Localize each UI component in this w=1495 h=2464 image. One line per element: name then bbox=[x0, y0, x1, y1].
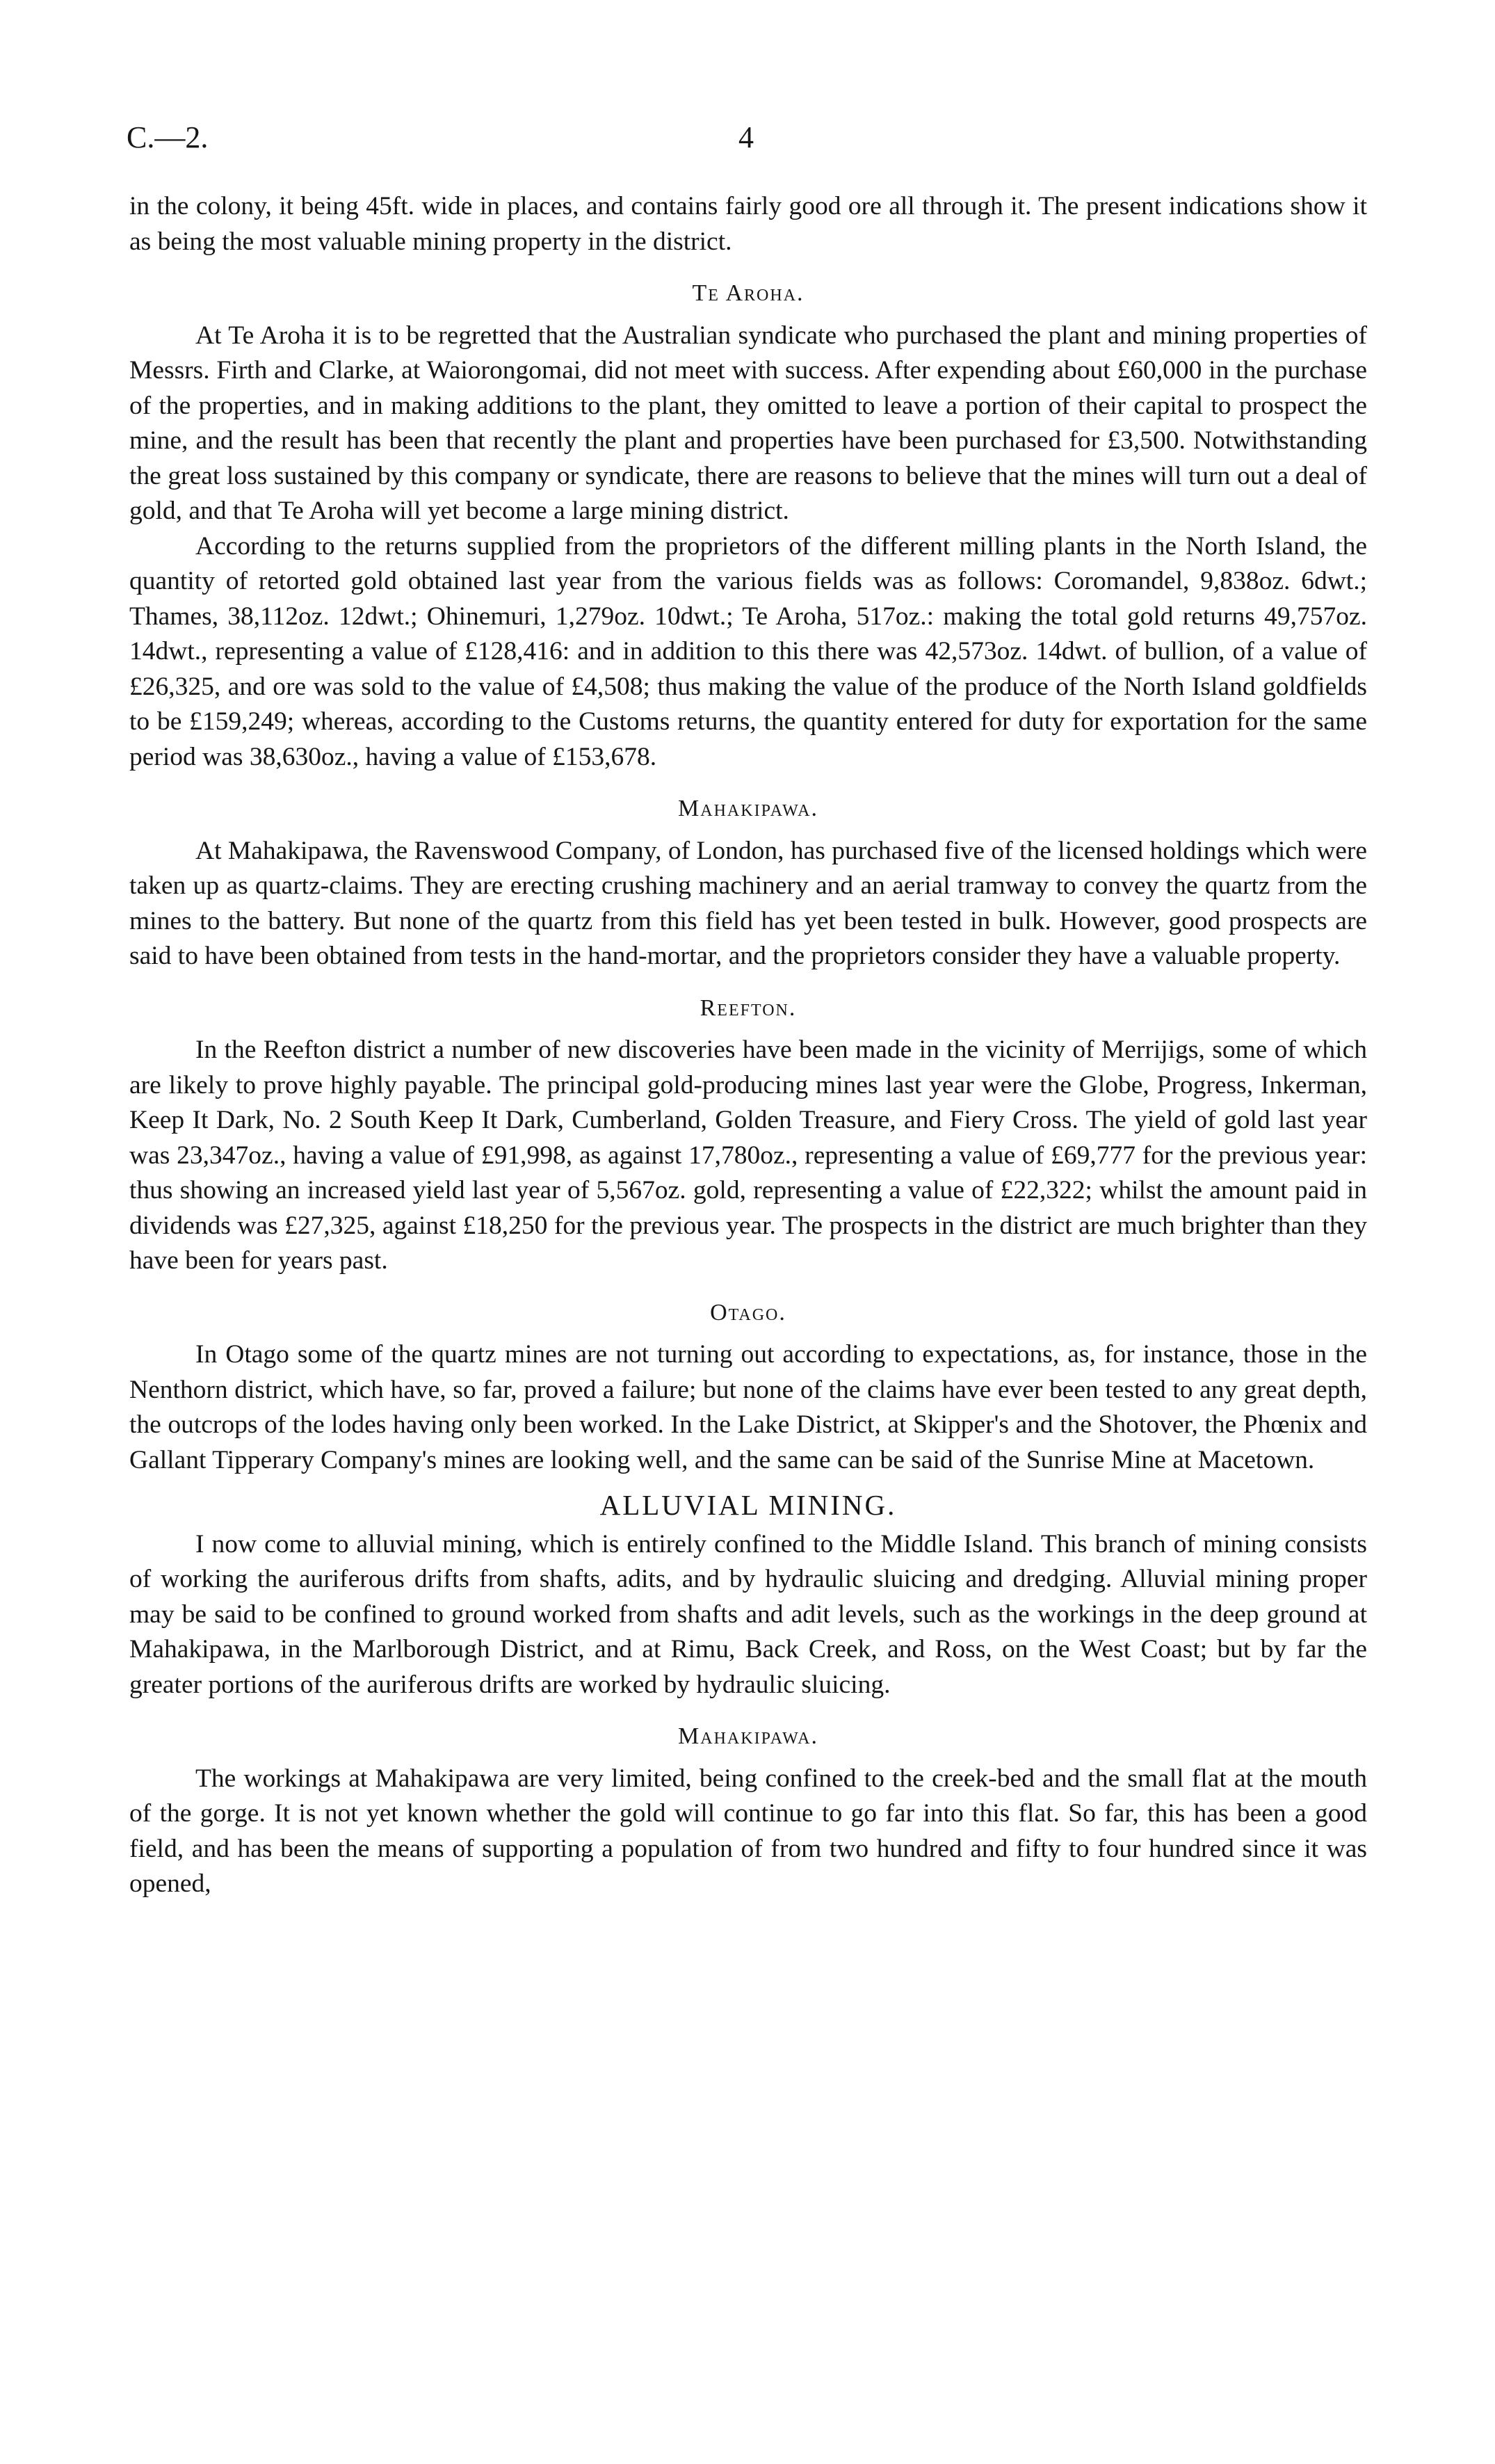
paragraph-mahakipawa-quartz: At Mahakipawa, the Ravenswood Company, of London, has purchased five of the licensed holdings which were taken up as quartz-claims. They are erecting crushing machinery and an aerial tramway to convey the quartz from the mines to the battery. But none of the quartz from this field has yet been tested in bulk. However, good prospects are said to have been obtained from tests in the hand-mortar, and the proprietors consider they have a valuable property. bbox=[129, 836, 1367, 970]
heading-alluvial-mining: ALLUVIAL MINING. bbox=[599, 1489, 897, 1521]
section-heading-reefton: Reefton. bbox=[700, 995, 797, 1021]
page-header bbox=[127, 120, 1378, 161]
paragraph-mahakipawa-alluvial: The workings at Mahakipawa are very limited, being confined to the creek-bed and the small flat at the mouth of the gorge. It is not yet known whether the gold will continue to go far into this flat. So far, this has been a good field, and has been the means of supporting a population of from two hundred and fifty to four hundred since it was opened, bbox=[129, 1764, 1367, 1898]
document-reference: C.—2. bbox=[127, 120, 209, 154]
section-heading-mahakipawa-quartz: Mahakipawa. bbox=[678, 796, 818, 821]
paragraph-north-island-returns: According to the returns supplied from the proprietors of the different milling plants in the North Island, the quantity of retorted gold obtained last year from the various fields was as follows: Coromandel, 9,838oz. 6dwt.; Thames, 38,112oz. 12dwt.; Ohinemuri, 1,279oz. 10dwt.; Te Aroha, 517oz.: making the total gold returns 49,757oz. 14dwt., representing a value of £128,416: and in addition to this there was 42,573oz. 14dwt. of bullion, of a value of £26,325, and ore was sold to the value of £4,508; thus making the value of the produce of the North Island goldfields to be £159,249; whereas, according to the Customs returns, the quantity entered for duty for exportation for the same period was 38,630oz., having a value of £153,678. bbox=[129, 531, 1367, 771]
section-heading-otago: Otago. bbox=[710, 1299, 786, 1326]
paragraph-otago: In Otago some of the quartz mines are not turning out according to expectations, as, for instance, those in the Nenthorn district, which have, so far, proved a failure; but none of the claims have ever been tested to any great depth, the outcrops of the lodes having only been worked. In the Lake District, at Skipper's and the Shotover, the Phœnix and Gallant Tipperary Company's mines are looking well, and the same can be said of the Sunrise Mine at Macetown. bbox=[129, 1340, 1367, 1474]
section-heading-mahakipawa-alluvial: Mahakipawa. bbox=[678, 1723, 818, 1749]
body-text bbox=[129, 189, 1367, 1902]
paragraph-reefton: In the Reefton district a number of new discoveries have been made in the vicinity of Merrijigs, some of which are likely to prove highly payable. The principal gold-producing mines last year were the Globe, Progress, Inkerman, Keep It Dark, No. 2 South Keep It Dark, Cumberland, Golden Treasure, and Fiery Cross. The yield of gold last year was 23,347oz., having a value of £91,998, as against 17,780oz., representing a value of £69,777 for the previous year: thus showing an increased yield last year of 5,567oz. gold, representing a value of £22,322; whilst the amount paid in dividends was £27,325, against £18,250 for the previous year. The prospects in the district are much brighter than they have been for years past. bbox=[129, 1036, 1367, 1275]
section-heading-te-aroha: Te Aroha. bbox=[692, 280, 805, 306]
paragraph-te-aroha-syndicate: At Te Aroha it is to be regretted that the Australian syndicate who purchased the plant and mining properties of Messrs. Firth and Clarke, at Waiorongomai, did not meet with success. After expending about £60,000 in the purchase of the properties, and in making additions to the plant, they omitted to leave a portion of their capital to prospect the mine, and the result has been that recently the plant and properties have been purchased for £3,500. Notwithstanding the great loss sustained by this company or syndicate, there are reasons to believe that the mines will turn out a deal of gold, and that Te Aroha will yet become a large mining district. bbox=[129, 321, 1367, 525]
paragraph-alluvial-intro: I now come to alluvial mining, which is entirely confined to the Middle Island. This branch of mining consists of working the auriferous drifts from shafts, adits, and by hydraulic sluicing and dredging. Alluvial mining proper may be said to be confined to ground worked from shafts and adit levels, such as the workings in the deep ground at Mahakipawa, in the Marlborough District, and at Rimu, Back Creek, and Ross, on the West Coast; but by far the greater portions of the auriferous drifts are worked by hydraulic sluicing. bbox=[129, 1529, 1367, 1699]
paragraph-continued: in the colony, it being 45ft. wide in places, and contains fairly good ore all through it. The present indications show it as being the most valuable mining property in the district. bbox=[129, 192, 1367, 256]
page-number: 4 bbox=[738, 120, 754, 154]
